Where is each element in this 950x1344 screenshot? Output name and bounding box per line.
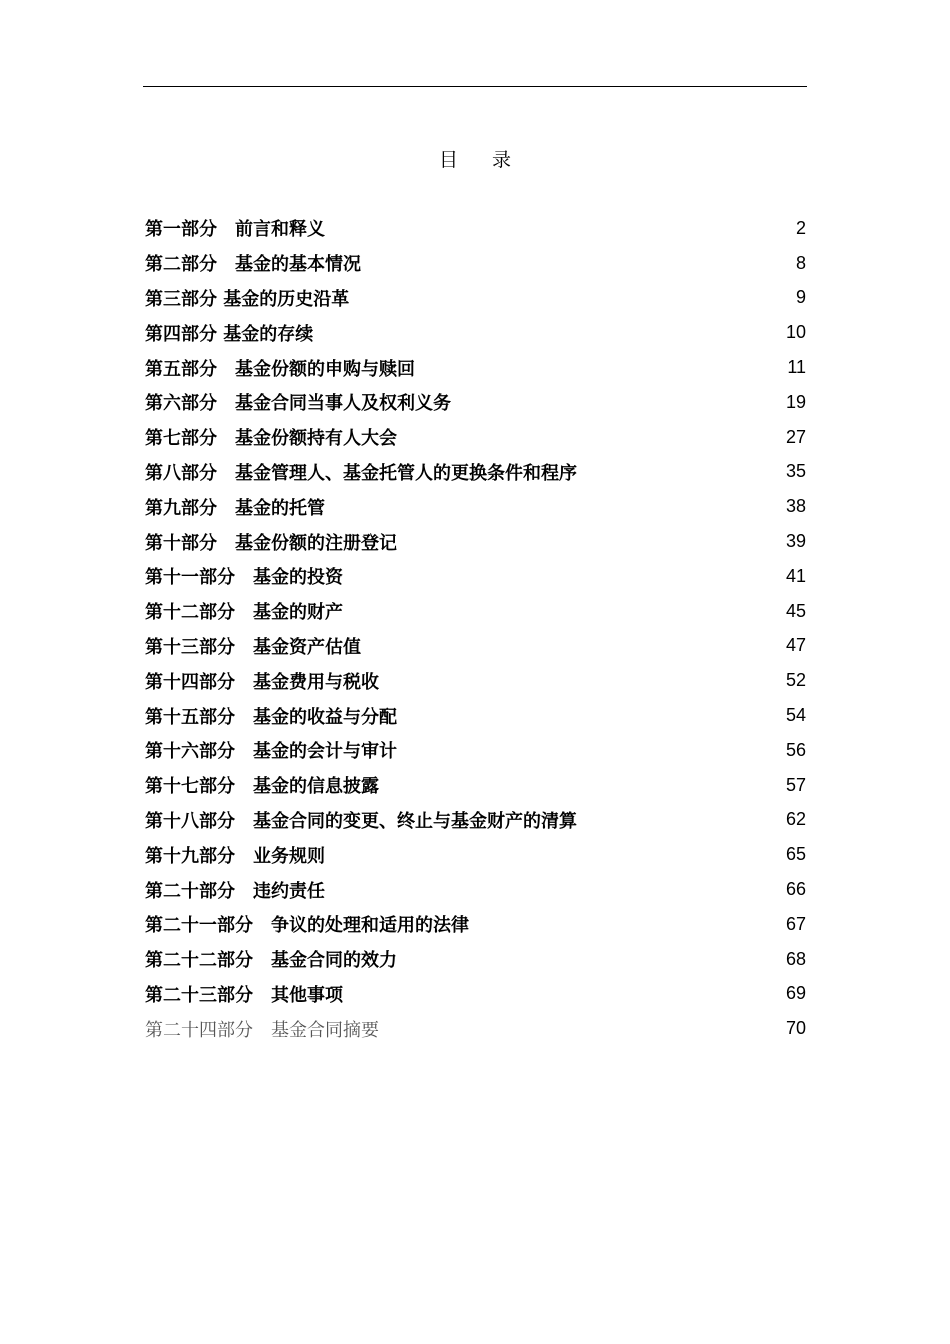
toc-entry-label: 第二部分 基金的基本情况: [145, 254, 361, 276]
toc-entry-page: 19: [785, 391, 806, 412]
toc-entry-page: 62: [785, 809, 806, 830]
toc-entry-page: 47: [785, 635, 806, 656]
toc-entry[interactable]: [145, 872, 806, 907]
toc-entry[interactable]: [145, 942, 806, 977]
toc-entry-label: 第十三部分 基金资产估值: [145, 636, 361, 658]
toc-entry[interactable]: [145, 350, 806, 385]
toc-entry-page: 54: [785, 705, 806, 726]
toc-entry-label: 第四部分 基金的存续: [145, 323, 314, 345]
toc-entry-page: 9: [795, 287, 806, 308]
toc-entry-page: 52: [785, 670, 806, 691]
toc-entry-page: 38: [785, 496, 806, 517]
toc-entry-label: 第三部分 基金的历史沿革: [145, 288, 350, 310]
toc-entry-label: 第二十二部分 基金合同的效力: [145, 950, 397, 972]
toc-entry-page: 66: [785, 879, 806, 900]
toc-entry[interactable]: [145, 837, 806, 872]
toc-entry-label: 第五部分 基金份额的申购与赎回: [145, 358, 415, 380]
toc-entry-page: 57: [785, 774, 806, 795]
toc-entry[interactable]: [145, 455, 806, 490]
toc-entry-label: 第九部分 基金的托管: [145, 497, 325, 519]
toc-entry-label: 第十八部分 基金合同的变更、终止与基金财产的清算: [145, 810, 577, 832]
toc-list: [145, 211, 806, 1046]
toc-entry-label: 第二十三部分 其他事项: [145, 984, 343, 1006]
toc-entry[interactable]: [145, 629, 806, 664]
toc-entry-label: 第十四部分 基金费用与税收: [145, 671, 379, 693]
header-rule: [143, 86, 807, 87]
toc-entry[interactable]: [145, 489, 806, 524]
toc-entry-page: 65: [785, 844, 806, 865]
toc-entry-label: 第十一部分 基金的投资: [145, 567, 343, 589]
toc-entry[interactable]: [145, 803, 806, 838]
toc-entry[interactable]: [145, 246, 806, 281]
toc-entry[interactable]: [145, 420, 806, 455]
toc-entry[interactable]: [145, 559, 806, 594]
toc-entry[interactable]: [145, 907, 806, 942]
toc-entry-label: 第七部分 基金份额持有人大会: [145, 428, 397, 450]
toc-entry-page: 27: [785, 426, 806, 447]
toc-entry[interactable]: [145, 594, 806, 629]
toc-entry-label: 第十六部分 基金的会计与审计: [145, 741, 397, 763]
toc-title: 目录: [438, 149, 545, 171]
toc-entry-page: 2: [795, 217, 806, 238]
toc-entry[interactable]: [145, 281, 806, 316]
toc-entry[interactable]: [145, 977, 806, 1012]
toc-entry-page: 69: [785, 983, 806, 1004]
toc-entry-page: 41: [785, 565, 806, 586]
toc-entry[interactable]: [145, 385, 806, 420]
toc-entry[interactable]: [145, 1011, 806, 1046]
toc-entry-label: 第十七部分 基金的信息披露: [145, 776, 379, 798]
toc-entry-page: 56: [785, 739, 806, 760]
toc-entry-label: 第二十四部分 基金合同摘要: [145, 1019, 379, 1041]
toc-entry-page: 8: [795, 252, 806, 273]
toc-entry-page: 68: [785, 948, 806, 969]
toc-entry-label: 第六部分 基金合同当事人及权利义务: [145, 393, 451, 415]
toc-entry-label: 第十九部分 业务规则: [145, 845, 325, 867]
toc-entry-page: 39: [785, 531, 806, 552]
toc-entry[interactable]: [145, 663, 806, 698]
toc-entry[interactable]: [145, 698, 806, 733]
toc-entry-page: 45: [785, 600, 806, 621]
toc-entry-page: 11: [787, 357, 806, 378]
toc-entry-label: 第十二部分 基金的财产: [145, 602, 343, 624]
toc-entry[interactable]: [145, 211, 806, 246]
toc-entry-label: 第二十部分 违约责任: [145, 880, 325, 902]
toc-entry[interactable]: [145, 768, 806, 803]
toc-entry-label: 第一部分 前言和释义: [145, 219, 325, 241]
toc-entry-label: 第十五部分 基金的收益与分配: [145, 706, 397, 728]
toc-entry-page: 10: [785, 322, 806, 343]
toc-entry-page: 67: [785, 913, 806, 934]
toc-entry[interactable]: [145, 733, 806, 768]
toc-entry-label: 第八部分 基金管理人、基金托管人的更换条件和程序: [145, 462, 577, 484]
toc-entry-page: 70: [785, 1018, 806, 1039]
toc-entry-label: 第二十一部分 争议的处理和适用的法律: [145, 915, 469, 937]
toc-entry[interactable]: [145, 315, 806, 350]
toc-entry-label: 第十部分 基金份额的注册登记: [145, 532, 397, 554]
toc-entry[interactable]: [145, 524, 806, 559]
toc-entry-page: 35: [785, 461, 806, 482]
